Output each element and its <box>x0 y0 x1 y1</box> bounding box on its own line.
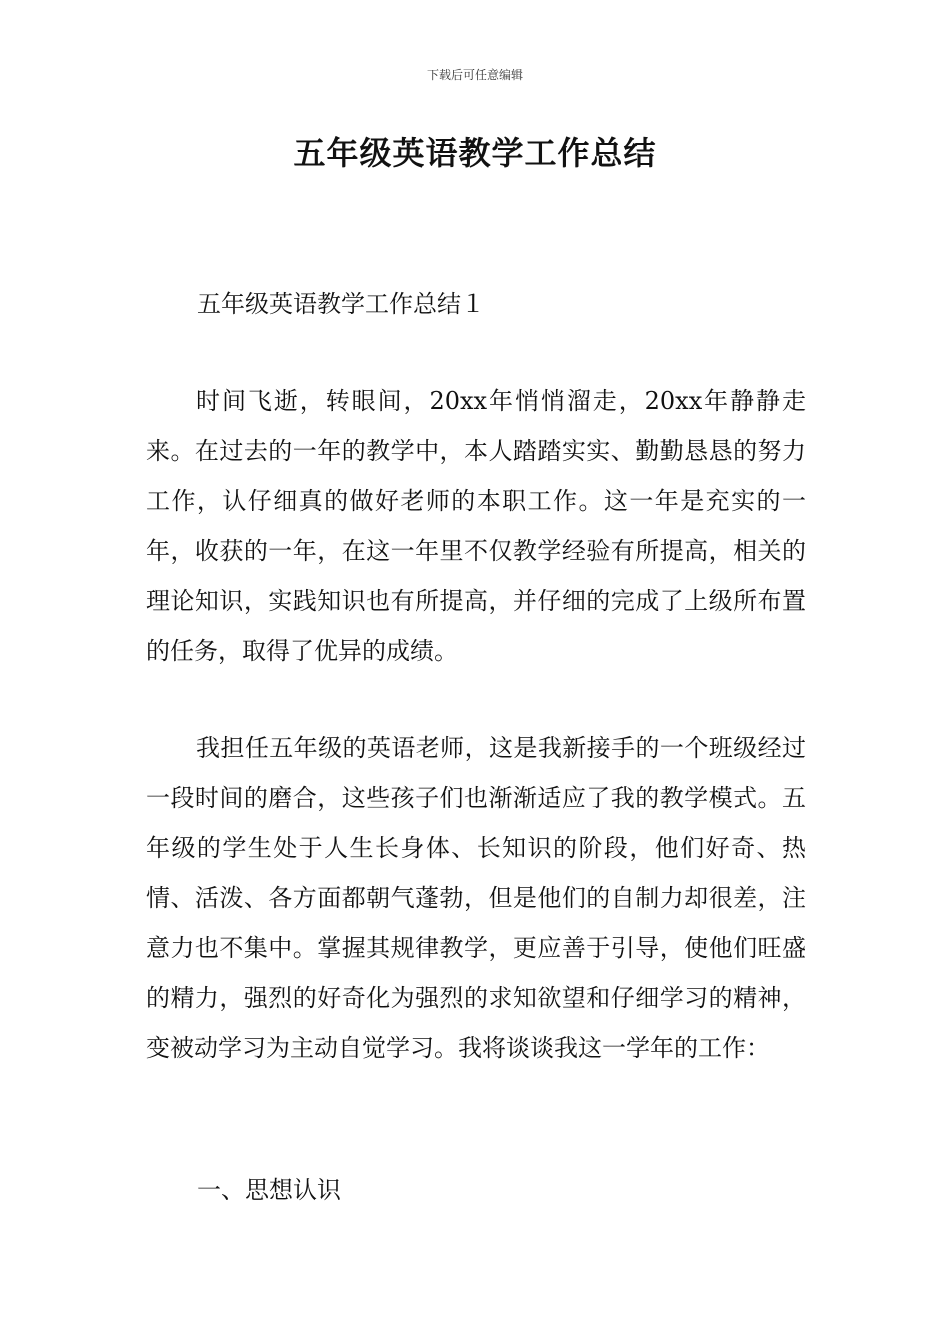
document-subtitle: 五年级英语教学工作总结１ <box>197 290 485 318</box>
section-heading-thinking: 一、思想认识 <box>197 1176 341 1204</box>
document-title: 五年级英语教学工作总结 <box>293 134 657 172</box>
header-note: 下载后可任意编辑 <box>426 68 523 82</box>
paragraph-intro: 时间飞逝，转眼间，20xx年悄悄溜走，20xx年静静走来。在过去的一年的教学中，本人踏踏实实、勤勤恳恳的努力工作，认仔细真的做好老师的本职工作。这一年是充实的一年，收获的一年，在这一年里不仅教学经验有所提高，相关的理论知识，实践知识也有所提高，并仔细的完成了上级所布置的任务，取得了优异的成绩。 <box>146 387 806 665</box>
paragraph-class-description: 我担任五年级的英语老师，这是我新接手的一个班级经过一段时间的磨合，这些孩子们也渐渐适应了我的教学模式。五年级的学生处于人生长身体、长知识的阶段，他们好奇、热情、活泼、各方面都朝气蓬勃，但是他们的自制力却很差，注意力也不集中。掌握其规律教学，更应善于引导，使他们旺盛的精力，强烈的好奇化为强烈的求知欲望和仔细学习的精神，变被动学习为主动自觉学习。我将谈谈我这一学年的工作： <box>146 734 806 1062</box>
